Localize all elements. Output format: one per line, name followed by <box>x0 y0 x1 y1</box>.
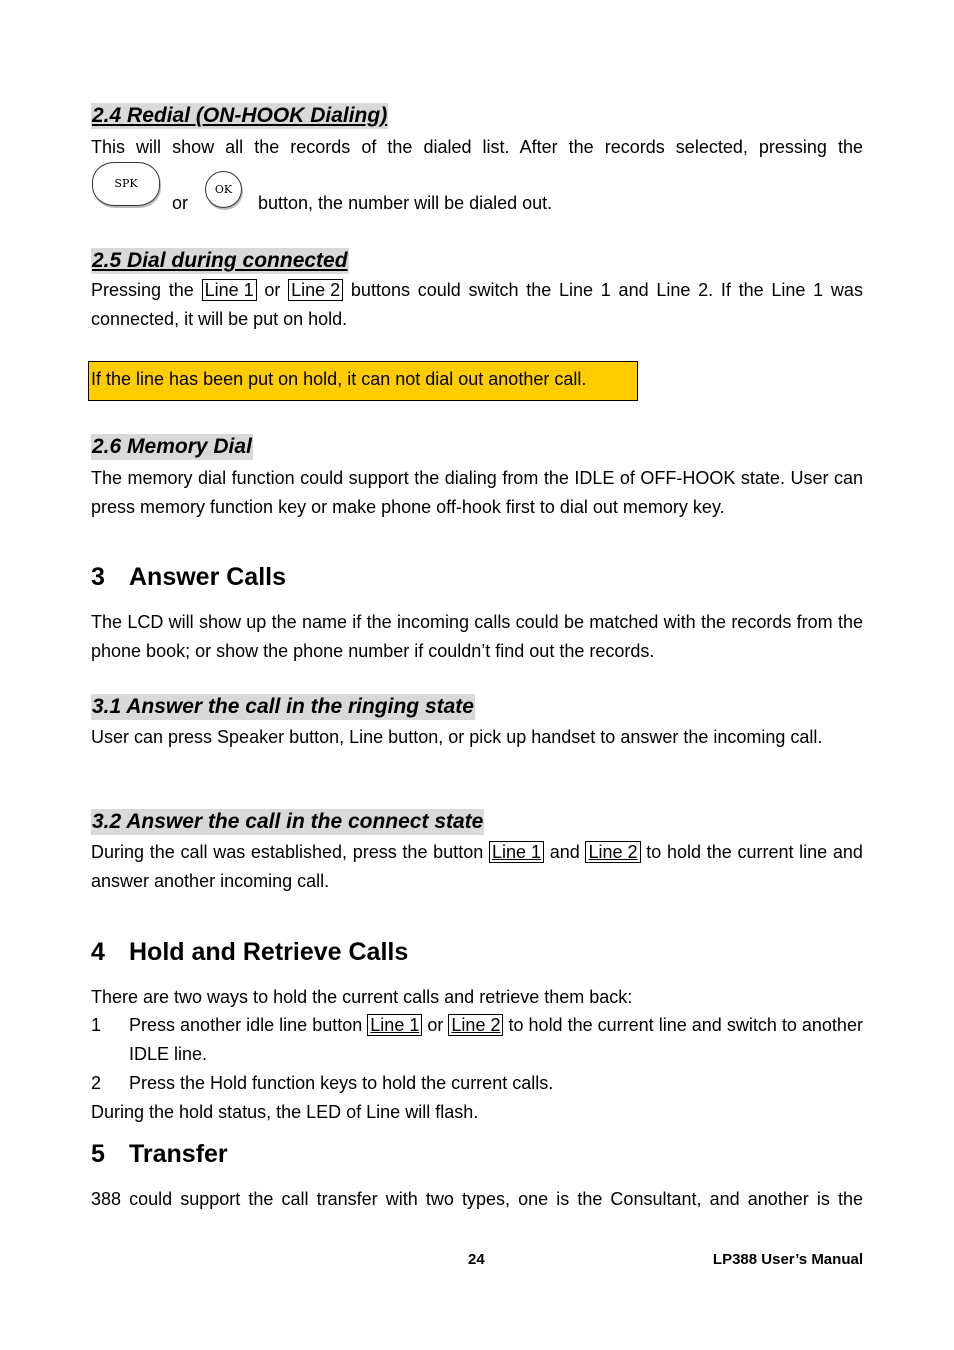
chapter-5-heading: 5 Transfer <box>91 1140 228 1168</box>
line-1-key: Line 1 <box>489 841 544 863</box>
section-2-5-heading: 2.5 Dial during connected <box>92 249 348 272</box>
section-2-6-text: The memory dial function could support the dialing from the IDLE of OFF-HOOK state. User can press memory function key or make phone off-hook first to dial out memory key. <box>91 468 863 517</box>
list-item: 2 Press the Hold function keys to hold the current calls. <box>91 1073 554 1093</box>
section-3-1-heading: 3.1 Answer the call in the ringing state <box>92 695 474 718</box>
section-2-4-heading: 2.4 Redial (ON-HOOK Dialing) <box>92 104 388 127</box>
chapter-3-heading: 3 Answer Calls <box>91 563 287 591</box>
section-3-2-heading: 3.2 Answer the call in the connect state <box>92 810 484 833</box>
chapter-3-text: The LCD will show up the name if the incoming calls could be matched with the records from the phone book; or show the phone number if couldn’t find out the records. <box>91 612 863 661</box>
spk-button-icon: SPK <box>92 162 160 206</box>
line-2-key: Line 2 <box>288 279 343 301</box>
ok-button-icon: OK <box>205 171 242 208</box>
chapter-4-outro: During the hold status, the LED of Line will flash. <box>91 1102 479 1122</box>
chapter-4-intro: There are two ways to hold the current calls and retrieve them back: <box>91 987 633 1007</box>
section-3-1-text: User can press Speaker button, Line button, or pick up handset to answer the incoming call. <box>91 727 823 747</box>
line-1-key: Line 1 <box>367 1014 422 1036</box>
section-2-4-text-end: button, the number will be dialed out. <box>258 193 553 213</box>
line-2-key: Line 2 <box>585 841 640 863</box>
note-box: If the line has been put on hold, it can not dial out another call. <box>88 361 638 401</box>
chapter-4-heading: 4 Hold and Retrieve Calls <box>91 938 409 966</box>
section-2-6-heading: 2.6 Memory Dial <box>92 435 252 458</box>
line-1-key: Line 1 <box>202 279 257 301</box>
section-3-2-text: During the call was established, press the button Line 1 and Line 2 to hold the current line and answer another incoming call. <box>91 842 863 891</box>
line-2-key: Line 2 <box>448 1014 503 1036</box>
section-2-4-text: This will show all the records of the dialed list. After the records selected, pressing the <box>91 137 863 157</box>
manual-title: LP388 User’s Manual <box>712 1251 863 1268</box>
list-item: 1 Press another idle line button Line 1 or Line 2 to hold the current line and switch to another IDLE line. <box>91 1015 863 1064</box>
page-number: 24 <box>468 1251 485 1268</box>
or-text: or <box>172 193 189 213</box>
chapter-5-text: 388 could support the call transfer with two types, one is the Consultant, and another is the <box>91 1189 863 1209</box>
section-2-5-text: Pressing the Line 1 or Line 2 buttons could switch the Line 1 and Line 2. If the Line 1 was connected, it will be put on hold. <box>91 280 863 329</box>
